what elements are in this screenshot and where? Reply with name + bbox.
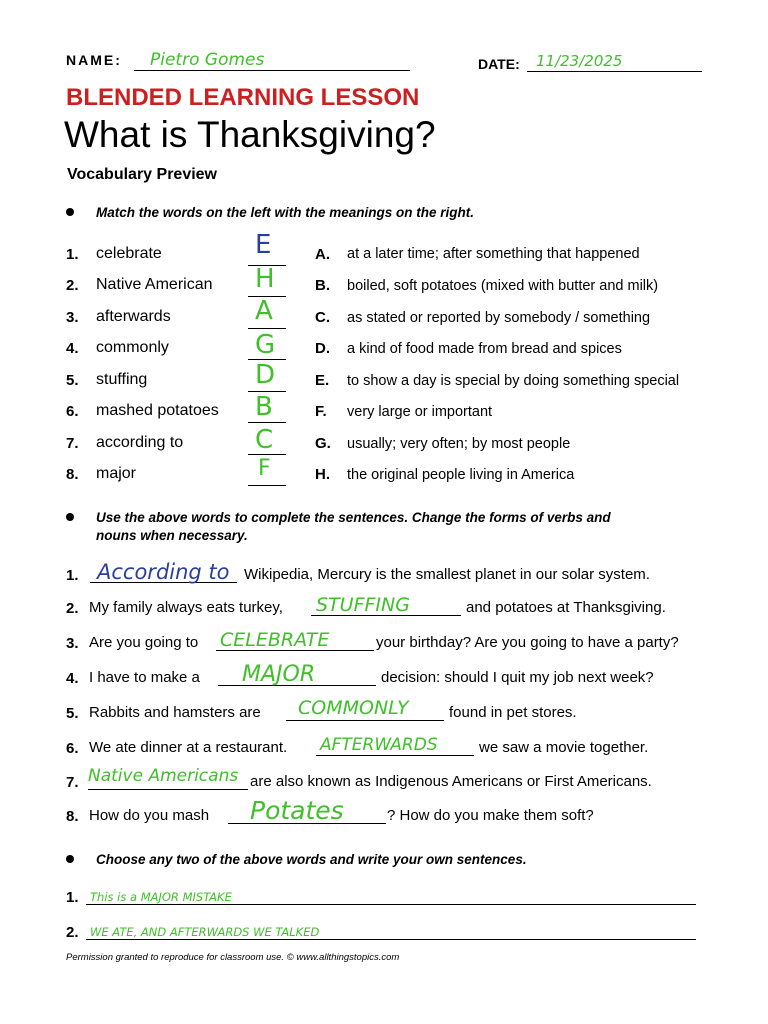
sentence-num: 7. — [66, 774, 79, 791]
complete-instruction-line2: nouns when necessary. — [96, 528, 248, 543]
sentence-answer[interactable]: According to — [97, 560, 230, 584]
meaning-letter: C. — [315, 309, 330, 326]
name-value[interactable]: Pietro Gomes — [150, 50, 265, 70]
match-num: 8. — [66, 466, 79, 483]
own-line-num: 1. — [66, 889, 79, 906]
sentence-num: 3. — [66, 635, 79, 652]
match-answer[interactable]: F — [258, 456, 271, 481]
match-answer[interactable]: H — [255, 264, 275, 294]
match-num: 2. — [66, 277, 79, 294]
sentence-num: 8. — [66, 808, 79, 825]
sentence-before: How do you mash — [89, 807, 210, 824]
sentence-before: We ate dinner at a restaurant. — [89, 739, 288, 756]
meaning-letter: G. — [315, 435, 331, 452]
sentence-after: decision: should I quit my job next week? — [381, 669, 654, 686]
bullet-icon — [66, 855, 74, 863]
sentence-num: 2. — [66, 600, 79, 617]
bullet-icon — [66, 208, 74, 216]
own-instruction: Choose any two of the above words and write your own sentences. — [96, 852, 527, 867]
own-line-underline — [86, 939, 696, 940]
match-word: celebrate — [96, 245, 162, 262]
sentence-answer[interactable]: MAJOR — [242, 662, 316, 687]
match-word: Native American — [96, 276, 213, 293]
meaning-text: very large or important — [347, 404, 493, 420]
sentence-answer[interactable]: AFTERWARDS — [320, 735, 438, 755]
sentence-num: 4. — [66, 670, 79, 687]
match-num: 7. — [66, 435, 79, 452]
own-sentence[interactable]: This is a MAJOR MISTAKE — [90, 890, 232, 904]
sentence-answer[interactable]: CELEBRATE — [220, 629, 330, 651]
section-title: Vocabulary Preview — [67, 166, 217, 183]
meaning-letter: A. — [315, 246, 330, 263]
match-word: afterwards — [96, 308, 171, 325]
meaning-text: boiled, soft potatoes (mixed with butter and milk) — [347, 278, 659, 294]
meaning-text: as stated or reported by somebody / something — [347, 310, 651, 326]
meaning-letter: F. — [315, 403, 327, 420]
sentence-before: I have to make a — [89, 669, 200, 686]
sentence-before: My family always eats turkey, — [89, 599, 283, 616]
complete-instruction-line1: Use the above words to complete the sentences. Change the forms of verbs and — [96, 510, 611, 525]
sentence-answer[interactable]: COMMONLY — [298, 697, 409, 719]
match-num: 3. — [66, 309, 79, 326]
name-underline — [134, 70, 410, 71]
blank-line — [88, 789, 248, 790]
match-answer[interactable]: E — [255, 230, 272, 260]
meaning-letter: E. — [315, 372, 330, 389]
blank-line — [316, 755, 474, 756]
match-word: mashed potatoes — [96, 402, 219, 419]
blank-line — [286, 720, 444, 721]
sentence-answer[interactable]: Potates — [250, 796, 344, 825]
sentence-after: and potatoes at Thanksgiving. — [466, 599, 666, 616]
own-sentence[interactable]: WE ATE, AND AFTERWARDS WE TALKED — [90, 925, 320, 939]
match-word: stuffing — [96, 371, 148, 388]
meaning-text: at a later time; after something that happened — [347, 246, 640, 262]
match-answer[interactable]: A — [255, 296, 273, 326]
answer-line — [248, 485, 286, 486]
answer-line — [248, 422, 286, 423]
meaning-text: the original people living in America — [347, 467, 575, 483]
sentence-answer[interactable]: STUFFING — [316, 594, 410, 616]
sentence-after: your birthday? Are you going to have a party? — [376, 634, 679, 651]
match-word: commonly — [96, 339, 169, 356]
match-instruction: Match the words on the left with the meanings on the right. — [96, 205, 475, 220]
meaning-text: usually; very often; by most people — [347, 436, 571, 452]
match-num: 4. — [66, 340, 79, 357]
match-answer[interactable]: C — [255, 425, 274, 455]
sentence-num: 6. — [66, 740, 79, 757]
meaning-letter: H. — [315, 466, 330, 483]
match-num: 6. — [66, 403, 79, 420]
sentence-after: found in pet stores. — [449, 704, 577, 721]
sentence-answer[interactable]: Native Americans — [88, 766, 239, 786]
match-answer[interactable]: B — [255, 392, 273, 422]
date-label: DATE: — [478, 56, 520, 72]
match-num: 1. — [66, 246, 79, 263]
date-value[interactable]: 11/23/2025 — [536, 52, 623, 70]
own-line-underline — [86, 904, 696, 905]
sentence-after: ? How do you make them soft? — [387, 807, 594, 824]
answer-line — [248, 328, 286, 329]
footer-permission: Permission granted to reproduce for classroom use. © www.allthingstopics.com — [66, 952, 400, 963]
sentence-num: 5. — [66, 705, 79, 722]
date-underline — [527, 71, 702, 72]
match-answer[interactable]: G — [255, 330, 276, 360]
sentence-after: we saw a movie together. — [479, 739, 649, 756]
meaning-text: a kind of food made from bread and spices — [347, 341, 622, 357]
lesson-title: What is Thanksgiving? — [64, 114, 436, 155]
name-label: NAME: — [66, 52, 122, 68]
sentence-num: 1. — [66, 567, 79, 584]
match-num: 5. — [66, 372, 79, 389]
match-answer[interactable]: D — [255, 360, 276, 390]
sentence-after: Wikipedia, Mercury is the smallest planet in our solar system. — [244, 566, 650, 583]
match-word: major — [96, 465, 137, 482]
sentence-before: Are you going to — [89, 634, 199, 651]
own-line-num: 2. — [66, 924, 79, 941]
match-word: according to — [96, 434, 184, 451]
meaning-letter: D. — [315, 340, 330, 357]
series-title: BLENDED LEARNING LESSON — [66, 84, 420, 111]
sentence-before: Rabbits and hamsters are — [89, 704, 261, 721]
meaning-letter: B. — [315, 277, 330, 294]
bullet-icon — [66, 513, 74, 521]
meaning-text: to show a day is special by doing something special — [347, 373, 680, 389]
sentence-after: are also known as Indigenous Americans or First Americans. — [250, 773, 652, 790]
